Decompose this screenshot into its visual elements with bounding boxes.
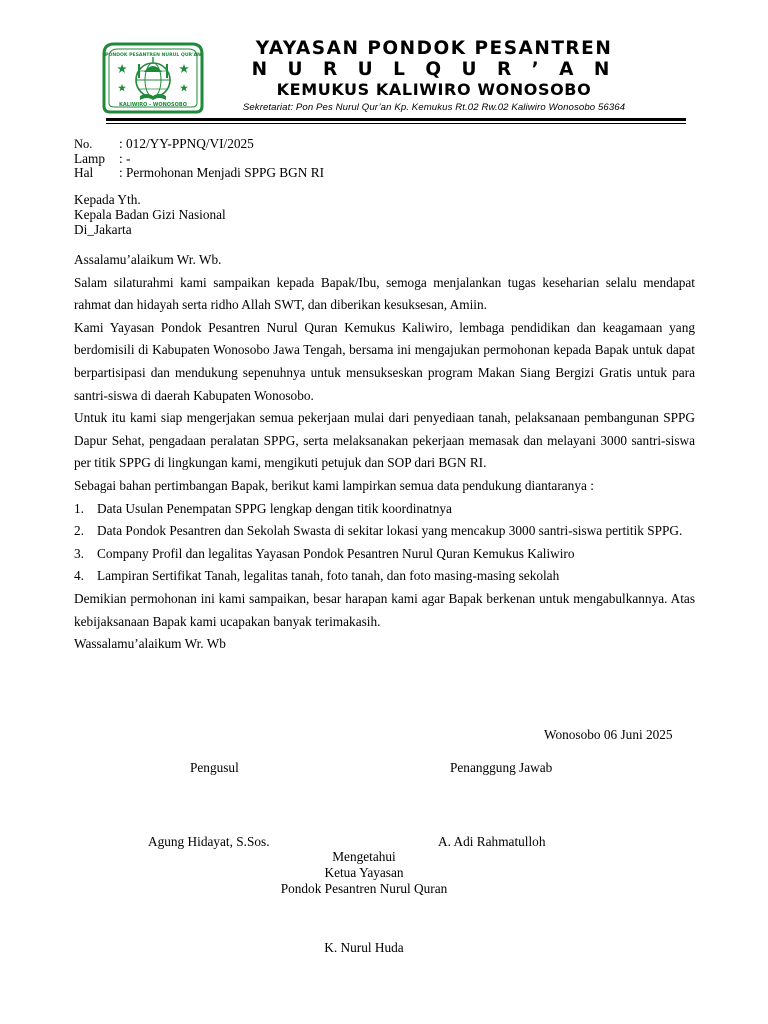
list-item-text: Data Pondok Pesantren dan Sekolah Swasta di sekitar lokasi yang mencakup 3000 santri-siswa pertitik SPPG.: [97, 523, 683, 539]
paragraph-3: Untuk itu kami siap mengerjakan semua pekerjaan mulai dari penyediaan tanah, pelaksanaan pembangunan SPPG Dapur Sehat, pengadaan peralatan SPPG, serta melaksanakan pekerjaan memasak dan melayani 3000 santri-siswa per titik SPPG di lingkungan kami, mengikuti petujuk dan SOP dari BGN RI.: [74, 410, 695, 471]
closing: Wassalamu’alaikum Wr. Wb: [74, 636, 226, 652]
list-item-number: 4.: [74, 568, 84, 584]
letter-date: Wonosobo 06 Juni 2025: [544, 727, 673, 742]
list-item-text: Lampiran Sertifikat Tanah, legalitas tanah, foto tanah, dan foto masing-masing sekolah: [97, 568, 560, 584]
chairman-name: K. Nurul Huda: [324, 940, 404, 955]
responsible-role: Penanggung Jawab: [450, 760, 553, 775]
number-label: No.: [74, 137, 93, 151]
list-item: [74, 498, 695, 521]
list-item-text: Company Profil dan legalitas Yayasan Pondok Pesantren Nurul Quran Kemukus Kaliwiro: [97, 545, 575, 561]
logo-text-bottom: KALIWIRO - WONOSOBO: [119, 102, 187, 108]
greeting: Assalamu’alaikum Wr. Wb.: [74, 252, 222, 267]
proposer-role: Pengusul: [190, 760, 239, 775]
acknowledged-label: Mengetahui: [332, 849, 396, 864]
secretariat-address: Sekretariat: Pon Pes Nurul Qur’an Kp. Kemukus Rt.02 Rw.02 Kaliwiro Wonosobo 56364: [242, 102, 626, 113]
attachment-label: Lamp: [74, 150, 106, 166]
reference-number-row: [74, 137, 324, 152]
number-value: : 012/YY-PPNQ/VI/2025: [119, 136, 254, 151]
foundation-location: KEMUKUS KALIWIRO WONOSOBO: [276, 80, 592, 99]
list-item: [74, 520, 695, 543]
letterhead-rule-thick: [106, 118, 686, 121]
paragraph-2: Kami Yayasan Pondok Pesantren Nurul Quran Kemukus Kaliwiro, lembaga pendidikan dan keagamaan yang berdomisili di Kabupaten Wonosobo Jawa Tengah, bersama ini mengajukan permohonan kepada Bapak untuk dapat berpartisipasi dan mendukung sepenuhnya untuk mensukseskan program Makan Siang Bergizi Gratis untuk para santri-siswa di daerah Kabupaten Wonosobo.: [74, 319, 695, 403]
list-item: [74, 565, 695, 588]
foundation-name: N U R U L Q U R ’ A N: [251, 59, 617, 80]
list-item: [74, 543, 695, 566]
reference-block: [74, 137, 324, 181]
logo-text-top: PONDOK PESANTREN NURUL QUR'AN: [105, 53, 201, 58]
paragraph-1: Salam silaturahmi kami sampaikan kepada Bapak/Ibu, semoga menjalankan tugas keseharian selalu mendapat rahmat dan hidayah serta ridho Allah SWT, dan diberikan kesuksesan, Amiin.: [74, 274, 695, 313]
attachment-row: [74, 152, 324, 167]
acknowledgement-block: [264, 849, 464, 897]
list-item-number: 2.: [74, 523, 84, 539]
letter-body: [74, 249, 695, 656]
subject-label: Hal: [74, 165, 94, 180]
addressee-line-2: Kepala Badan Gizi Nasional: [74, 207, 226, 222]
addressee-line-3: Di_Jakarta: [74, 222, 132, 237]
list-item-number: 3.: [74, 545, 84, 561]
subject-row: [74, 166, 324, 181]
proposer-name: Agung Hidayat, S.Sos.: [148, 834, 270, 849]
foundation-title: YAYASAN PONDOK PESANTREN: [255, 38, 613, 59]
attachment-list: [74, 498, 695, 588]
chairman-role: Ketua Yayasan: [324, 865, 404, 880]
subject-value: : Permohonan Menjadi SPPG BGN RI: [119, 165, 324, 180]
organization-name: Pondok Pesantren Nurul Quran: [280, 881, 448, 896]
organization-logo: [100, 40, 206, 116]
list-item-text: Data Usulan Penempatan SPPG lengkap dengan titik koordinatnya: [97, 500, 452, 516]
responsible-name: A. Adi Rahmatulloh: [438, 834, 546, 849]
addressee-block: [74, 192, 226, 237]
addressee-line-1: Kepada Yth.: [74, 192, 141, 207]
paragraph-5: Demikian permohonan ini kami sampaikan, besar harapan kami agar Bapak berkenan untuk mengabulkannya. Atas kebijaksanaan Bapak kami ucapakan banyak terimakasih.: [74, 590, 695, 629]
letterhead: [218, 38, 650, 115]
letterhead-rule-thin: [106, 123, 686, 124]
paragraph-4: Sebagai bahan pertimbangan Bapak, berikut kami lampirkan semua data pendukung diantaranya :: [74, 477, 594, 493]
list-item-number: 1.: [74, 500, 84, 516]
attachment-value: : -: [119, 150, 131, 166]
